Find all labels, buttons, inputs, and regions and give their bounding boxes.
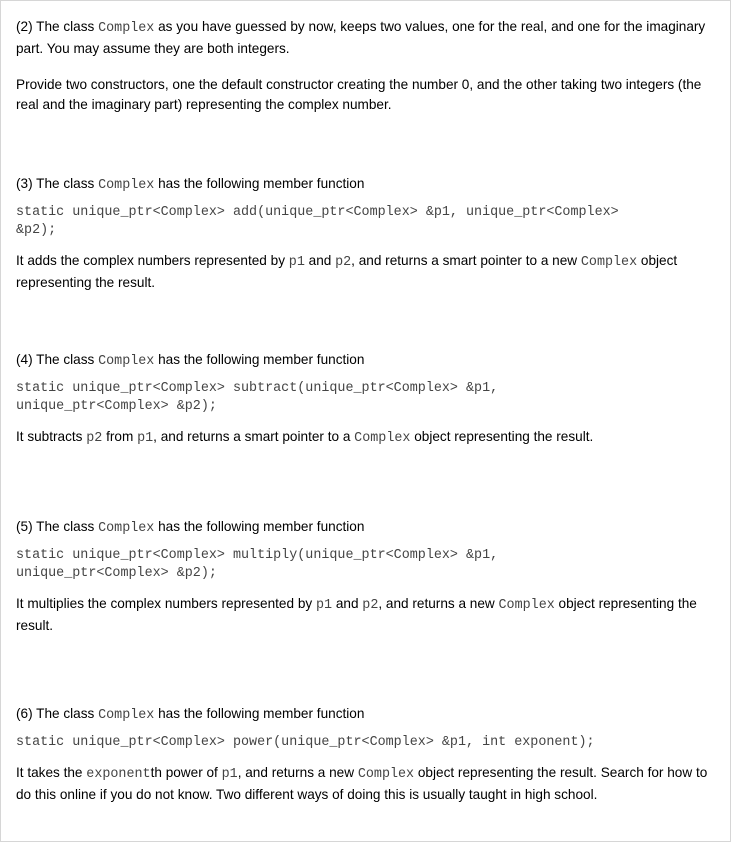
section-4-heading: (4) The class Complex has the following member function bbox=[16, 352, 365, 369]
code-line: static unique_ptr<Complex> subtract(unique_ptr<Complex> &p1, bbox=[16, 381, 499, 396]
section-6-code bbox=[16, 734, 716, 752]
section-4-description: It subtracts p2 from p1, and returns a smart pointer to a Complex object representing the result. bbox=[16, 429, 594, 446]
section-6-description: It takes the exponentth power of p1, and returns a new Complex object representing the result. Search for how to do this online if you do not know. Two different ways of doing this is usually taught in high school. bbox=[16, 765, 708, 802]
section-6-heading: (6) The class Complex has the following member function bbox=[16, 706, 365, 723]
section-4-code bbox=[16, 380, 716, 416]
code-line: static unique_ptr<Complex> power(unique_ptr<Complex> &p1, int exponent); bbox=[16, 735, 595, 750]
section-3-description: It adds the complex numbers represented by p1 and p2, and returns a smart pointer to a new Complex object representing the result. bbox=[16, 253, 678, 290]
section-3-code bbox=[16, 204, 716, 240]
section-3-heading: (3) The class Complex has the following member function bbox=[16, 176, 365, 193]
code-line: static unique_ptr<Complex> add(unique_ptr<Complex> &p1, unique_ptr<Complex> bbox=[16, 205, 619, 220]
section-2-intro: (2) The class Complex as you have guessed by now, keeps two values, one for the real, and one for the imaginary part. You may assume they are both integers. bbox=[16, 19, 706, 56]
section-5-description: It multiplies the complex numbers represented by p1 and p2, and returns a new Complex object representing the result. bbox=[16, 596, 697, 633]
code-line: static unique_ptr<Complex> multiply(unique_ptr<Complex> &p1, bbox=[16, 548, 499, 563]
section-2-constructors: Provide two constructors, one the default constructor creating the number 0, and the other taking two integers (the real and the imaginary part) representing the complex number. bbox=[16, 77, 702, 112]
code-line: unique_ptr<Complex> &p2); bbox=[16, 566, 217, 581]
section-5-heading: (5) The class Complex has the following member function bbox=[16, 519, 365, 536]
code-line: unique_ptr<Complex> &p2); bbox=[16, 399, 217, 414]
code-line: &p2); bbox=[16, 223, 57, 238]
section-5-code bbox=[16, 547, 716, 583]
